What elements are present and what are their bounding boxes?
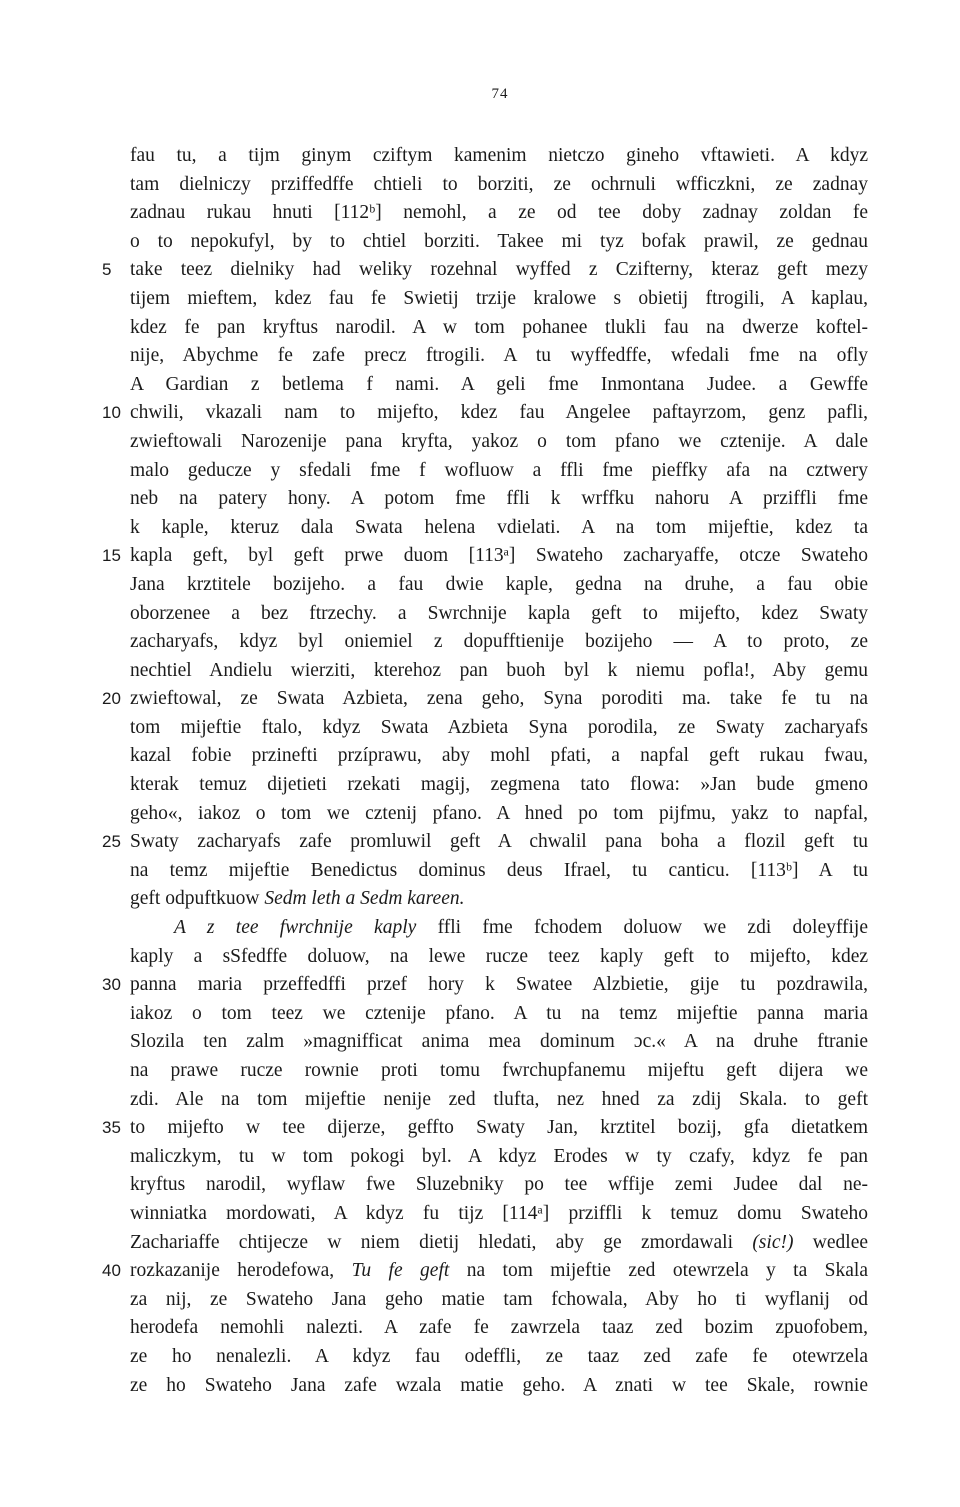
- text-line: [102, 828, 868, 857]
- line-text-content: tam dielniczy prziffedffe chtieli to borziti, ze ochrnuli wfficzkni, ze zadnay: [130, 173, 868, 195]
- line-number: 25: [102, 832, 121, 852]
- line-number: 30: [102, 975, 121, 995]
- line-text: [130, 1257, 868, 1286]
- line-text-content: zwieftowali Narozenije pana kryfta, yakoz o tom pfano we cztenije. A dale: [130, 430, 868, 452]
- page-number: 74: [491, 86, 509, 102]
- line-text-content: oborzenee a bez ftrzechy. a Swrchnije kapla geft to mijefto, kdez Swaty: [130, 602, 868, 624]
- text-line: [130, 428, 868, 457]
- text-line: [102, 685, 868, 714]
- line-text-content: kdez fe pan kryftus narodil. A w tom pohanee tlukli fau na dwerze koftel-: [130, 316, 868, 338]
- line-text: [130, 1057, 868, 1086]
- line-text: [130, 542, 868, 571]
- line-text: [130, 742, 868, 771]
- line-text: [130, 1028, 868, 1057]
- text-line: [130, 514, 868, 543]
- line-text: [130, 1171, 868, 1200]
- line-text: [130, 1372, 868, 1401]
- text-line: [130, 1200, 868, 1229]
- line-text-pre: geft odpuftkuow: [130, 888, 265, 910]
- line-text-content: kapla geft, byl geft prwe duom [113ᵃ] Swateho zacharyaffe, otcze Swateho: [130, 545, 868, 567]
- text-line: [130, 742, 868, 771]
- line-text-content: geho«, iakoz o tom we cztenij pfano. A hned po tom pijfmu, yakz to napfal,: [130, 802, 868, 824]
- line-text-content: chwili, vkazali nam to mijefto, kdez fau Angelee paftayrzom, genz pafli,: [130, 402, 868, 424]
- line-text-content: A Gardian z betlema f nami. A geli fme Inmontana Judee. a Gewffe: [130, 373, 868, 395]
- text-line: [130, 171, 868, 200]
- line-text-content: ze ho Swateho Jana zafe wzala matie geho. A znati w tee Skale, rownie: [130, 1374, 868, 1396]
- line-text: [130, 171, 868, 200]
- line-text-content: kryftus narodil, wyflaw fwe Sluzebniky po tee wffije zemi Judee dal ne-: [130, 1174, 868, 1196]
- line-text-content: za nij, ze Swateho Jana geho matie tam fchowala, Aby ho ti wyflanij od: [130, 1288, 868, 1310]
- line-text-content: iakoz o tom teez we cztenije pfano. A tu na temz mijeftie panna maria: [130, 1002, 868, 1024]
- line-text-content: kterak temuz dijetieti rzekati magij, zegmena tato flowa: »Jan bude gmeno: [130, 774, 868, 796]
- line-text: [130, 1200, 868, 1229]
- text-line: [130, 1000, 868, 1029]
- text-line: [130, 600, 868, 629]
- text-line: [130, 628, 868, 657]
- italic-phrase: A z tee fwrchnije kaply: [174, 917, 417, 939]
- text-line: [130, 285, 868, 314]
- text-line: [130, 771, 868, 800]
- line-text: [130, 771, 868, 800]
- text-line: [102, 399, 868, 428]
- text-line: [130, 1057, 868, 1086]
- line-text: [130, 685, 868, 714]
- line-text-content: Jana krztitele bozijeho. a fau dwie kaple, gedna na druhe, a fau obie: [130, 573, 868, 595]
- line-text-content: tijem mieftem, kdez fau fe Swietij trzije kralowe s obietij ftrogili, A kaplau,: [130, 287, 868, 309]
- text-line: [130, 1314, 868, 1343]
- line-text: [130, 342, 868, 371]
- line-text-post: ffli fme fchodem doluow we zdi doleyffije: [416, 917, 868, 939]
- text-line: [102, 542, 868, 571]
- line-number: 20: [102, 689, 121, 709]
- text-line: [130, 1086, 868, 1115]
- line-text: [130, 600, 868, 629]
- text-line: [130, 457, 868, 486]
- line-text: [130, 943, 868, 972]
- line-text: [130, 485, 868, 514]
- line-text: [130, 314, 868, 343]
- line-text-content: kaply a sSfedffe doluow, na lewe rucze teez kaply geft to mijefto, kdez: [130, 945, 868, 967]
- line-text: [130, 885, 868, 914]
- text-line: [130, 199, 868, 228]
- line-text-content: zdi. Ale na tom mijeftie nenije zed tlufta, nez hned za zdij Skala. to geft: [130, 1088, 868, 1110]
- text-line: [102, 971, 868, 1000]
- text-line: [130, 1028, 868, 1057]
- line-text-content: winniatka mordowati, A kdyz fu tijz [114ᵃ] prziffli k temuz domu Swateho: [130, 1202, 868, 1224]
- line-number: 5: [102, 260, 112, 280]
- line-text-content: nije, Abychme fe zafe precz ftrogili. A tu wyffedffe, wfedali fme na ofly: [130, 345, 868, 367]
- line-text: [130, 1314, 868, 1343]
- line-text-pre: rozkazanije herodefowa,: [130, 1260, 352, 1282]
- line-text-content: Slozila ten zalm »magnifficat anima mea dominum ɔc.« A na druhe ftranie: [130, 1031, 868, 1053]
- line-text-post: na tom mijeftie zed otewrzela y ta Skala: [449, 1260, 868, 1282]
- line-text-content: k kaple, kteruz dala Swata helena vdielati. A na tom mijeftie, kdez ta: [130, 516, 868, 538]
- text-line: [130, 571, 868, 600]
- line-text: [130, 457, 868, 486]
- line-text: [130, 571, 868, 600]
- line-text: [130, 971, 868, 1000]
- line-text-content: fau tu, a tijm ginym cziftym kamenim nietczo gineho vftawieti. A kdyz: [130, 145, 868, 166]
- line-text: [130, 1000, 868, 1029]
- text-line: [130, 1286, 868, 1315]
- text-line: [102, 1114, 868, 1143]
- text-line: [130, 228, 868, 257]
- text-line: [130, 142, 868, 171]
- line-text: [130, 800, 868, 829]
- line-text: [130, 142, 868, 171]
- line-text-content: kazal fobie przinefti przíprawu, aby mohl pfati, a napfal geft rukau fwau,: [130, 745, 868, 767]
- line-text: [130, 199, 868, 228]
- line-text-content: na temz mijeftie Benedictus dominus deus Ifrael, tu canticu. [113ᵇ] A tu: [130, 859, 868, 881]
- text-line: [130, 800, 868, 829]
- line-text-content: tom mijeftie ftalo, kdyz Swata Azbieta Syna porodila, ze Swaty zacharyafs: [130, 716, 868, 738]
- line-text: [130, 1143, 868, 1172]
- line-text: [130, 1286, 868, 1315]
- line-number: 40: [102, 1261, 121, 1281]
- line-text-content: o to nepokufyl, by to chtiel borziti. Takee mi tyz bofak prawil, ze gednau: [130, 230, 868, 252]
- line-text-post: wedlee: [793, 1231, 869, 1253]
- line-number: 15: [102, 546, 121, 566]
- line-text: [174, 914, 868, 943]
- italic-phrase: Tu fe geft: [351, 1260, 450, 1282]
- line-text: [130, 228, 868, 257]
- text-line: [130, 1143, 868, 1172]
- text-line: [130, 943, 868, 972]
- line-text: [130, 399, 868, 428]
- line-text-pre: Zachariaffe chtijecze w niem dietij hledati, aby ge zmordawali: [130, 1231, 753, 1253]
- line-text-content: to mijefto w tee dijerze, geffto Swaty Jan, krztitel bozij, gfa dietatkem: [130, 1117, 868, 1139]
- line-text: [130, 256, 868, 285]
- text-line: [130, 857, 868, 886]
- line-text-content: panna maria przeffedffi przef hory k Swatee Alzbietie, gije tu pozdrawila,: [130, 974, 868, 996]
- italic-phrase: (sic!): [752, 1231, 794, 1253]
- text-line: [130, 1171, 868, 1200]
- line-text-content: malo geducze y sfedali fme f wofluow a ffli fme pieffky afa na cztwery: [130, 459, 868, 481]
- text-line: [130, 1372, 868, 1401]
- line-text: [130, 428, 868, 457]
- text-line: [130, 371, 868, 400]
- line-text: [130, 657, 868, 686]
- line-text-content: nechtiel Andielu wierziti, kterehoz pan buoh byl k niemu pofla!, Aby gemu: [130, 659, 868, 681]
- line-text: [130, 285, 868, 314]
- text-line: [130, 314, 868, 343]
- line-text: [130, 714, 868, 743]
- text-body: [102, 142, 869, 1400]
- line-text: [130, 1114, 868, 1143]
- line-text-content: maliczkym, tu w tom pokogi byl. A kdyz Erodes w ty czafy, kdyz fe pan: [130, 1145, 868, 1167]
- text-line: [130, 714, 868, 743]
- text-line: [130, 342, 868, 371]
- text-line: [130, 914, 868, 943]
- text-line: [130, 885, 868, 914]
- line-text: [130, 1343, 868, 1372]
- text-line: [130, 1229, 868, 1258]
- italic-phrase: Sedm leth a Sedm kareen.: [264, 888, 465, 910]
- line-text-content: na prawe rucze rownie proti tomu fwrchupfanemu mijeftu geft dijera we: [130, 1060, 868, 1081]
- line-text-content: zacharyafs, kdyz byl oniemiel z dopufftienije bozijeho — A to proto, ze: [130, 631, 868, 653]
- text-line: [102, 1257, 868, 1286]
- text-line: [130, 485, 868, 514]
- line-text-content: zwieftowal, ze Swata Azbieta, zena geho, Syna poroditi ma. take fe tu na: [130, 688, 868, 710]
- text-line: [130, 657, 868, 686]
- line-text: [130, 1229, 868, 1258]
- line-text-content: ze ho nenalezli. A kdyz fau odeffli, ze taaz zed zafe fe otewrzela: [130, 1345, 868, 1367]
- line-text-content: zadnau rukau hnuti [112ᵇ] nemohl, a ze od tee doby zadnay zoldan fe: [130, 202, 868, 224]
- line-text-content: take teez dielniky had weliky rozehnal wyffed z Czifterny, kteraz geft mezy: [130, 259, 868, 281]
- line-text: [130, 514, 868, 543]
- line-number: 35: [102, 1118, 121, 1138]
- line-text: [130, 1086, 868, 1115]
- text-line: [102, 256, 868, 285]
- line-text-content: Swaty zacharyafs zafe promluwil geft A chwalil pana boha a flozil geft tu: [130, 831, 868, 853]
- text-line: [130, 1343, 868, 1372]
- line-number: 10: [102, 403, 121, 423]
- line-text: [130, 371, 868, 400]
- line-text: [130, 857, 868, 886]
- line-text: [130, 828, 868, 857]
- line-text: [130, 628, 868, 657]
- line-text-content: herodefa nemohli nalezti. A zafe fe zawrzela taaz zed bozim zpuofobem,: [130, 1317, 868, 1339]
- line-text-content: neb na patery hony. A potom fme ffli k wrffku nahoru A prziffli fme: [130, 488, 868, 510]
